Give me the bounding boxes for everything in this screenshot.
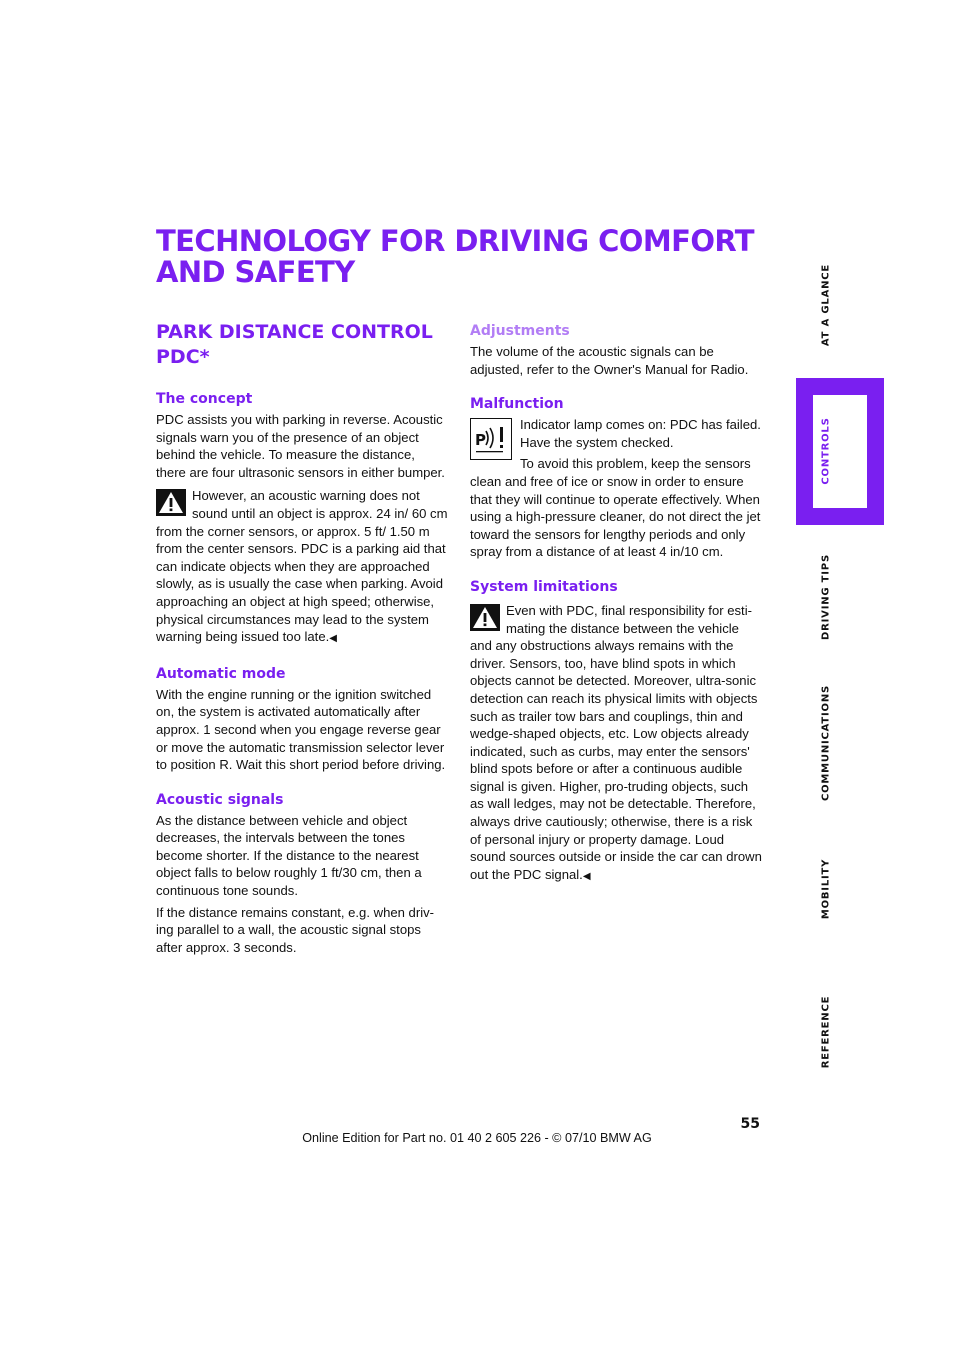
warning-triangle-icon <box>470 604 500 631</box>
footer-edition: Online Edition for Part no. 01 40 2 605 226 - © 07/10 BMW AG <box>302 1131 652 1145</box>
concept-heading: The concept <box>156 391 253 407</box>
adjustments-text: The volume of the acoustic signals can be adjusted, refer to the Owner's Manual for Radio. <box>470 344 749 377</box>
malfunction-heading: Malfunction <box>470 396 564 413</box>
adjustments-heading: Adjustments <box>470 323 570 339</box>
concept-warning-text: However, an acoustic warning does not sound until an object is approx. 24 in/ 60 cm from the corner sensors, or approx. 5 ft/ 1.50 m from the center sensors. PDC is a parking aid that can indicate objects when they are approached slowly, as is usually the case when parking. Avoid approaching an object at high speed; otherwise, physical circumstances may lead to the system warning being issued too late. <box>156 488 448 645</box>
svg-text:P: P <box>475 431 486 450</box>
limitations-section <box>470 578 762 886</box>
automatic-section <box>156 665 448 774</box>
sidebar-tab-label: MOBILITY <box>820 858 832 920</box>
sidebar-tab-label: COMMUNICATIONS <box>820 684 832 802</box>
end-of-section-icon: ◀ <box>329 633 337 645</box>
malfunction-indicator <box>470 416 762 561</box>
adjustments-section <box>470 322 762 378</box>
limitations-heading: System limitations <box>470 578 618 595</box>
left-column <box>156 320 448 973</box>
sidebar-tab-label: CONTROLS <box>820 417 832 485</box>
limitations-warning <box>470 602 762 886</box>
sidebar-tab-label: REFERENCE <box>820 995 832 1069</box>
acoustic-section <box>156 791 448 957</box>
page-number: 55 <box>740 1116 760 1132</box>
warning-triangle-icon <box>156 489 186 516</box>
right-column <box>470 322 762 902</box>
concept-warning <box>156 487 448 647</box>
acoustic-heading: Acoustic signals <box>156 791 284 808</box>
acoustic-text-1: As the distance between vehicle and object decreases, the intervals between the tones become shorter. If the distance to the nearest object falls to below roughly 1 ft/30 cm, then a continuous tone sounds. <box>156 812 422 899</box>
malfunction-section <box>470 395 762 561</box>
end-of-section-icon: ◀ <box>582 870 591 882</box>
pdc-indicator-icon <box>470 418 512 460</box>
automatic-text: With the engine running or the ignition switched on, the system is activated automatically after approx. 1 second when you engage reverse gear or move the automatic transmission selector lever to position R. Wait this short period before driving. <box>156 686 446 773</box>
acoustic-text-2: If the distance remains constant, e.g. when driv-ing parallel to a wall, the acoustic signal stops after approx. 3 seconds. <box>156 904 435 955</box>
concept-section <box>156 390 448 648</box>
malfunction-indicator-text: Indicator lamp comes on: PDC has failed. Have the system checked. <box>520 417 761 450</box>
sidebar-tab-label: DRIVING TIPS <box>820 554 832 640</box>
page-title: TECHNOLOGY FOR DRIVING COMFORT AND SAFETY <box>156 224 754 289</box>
sidebar-tab-label: AT A GLANCE <box>820 263 832 347</box>
automatic-heading: Automatic mode <box>156 665 286 682</box>
malfunction-text: To avoid this problem, keep the sensors clean and free of ice or snow in order to ensure that they will continue to operate effectively. When using a high-pressure cleaner, do not direct the jet toward the sensors for lengthy periods and only spray from a distance of at least 4 in/10 cm. <box>470 456 761 560</box>
section-title: PARK DISTANCE CONTROL PDC* <box>156 321 433 368</box>
concept-text: PDC assists you with parking in reverse. Acoustic signals warn you of the presence of an object behind the vehicle. To measure the distance, there are four ultrasonic sensors in either bumper. <box>156 412 445 480</box>
limitations-warning-text: Even with PDC, final responsibility for esti-mating the distance between the vehicle and any obstructions always remains with the driver. Sensors, too, have blind spots in which objects cannot be detected. Moreover, ultra-sonic detection can reach its physical limits with objects such as trailer tow bars and couplings, thin and wedge-shaped objects, etc. Low objects already indicated, such as curbs, may enter the sensors' blind spots before or after a continuous audible signal is given. Higher, pro-truding objects, such as wall ledges, may not be detectable. Therefore, always drive cautiously; otherwise, there is a risk of personal injury or property damage. Loud sound sources outside or inside the car can drown out the PDC signal. <box>470 602 762 882</box>
